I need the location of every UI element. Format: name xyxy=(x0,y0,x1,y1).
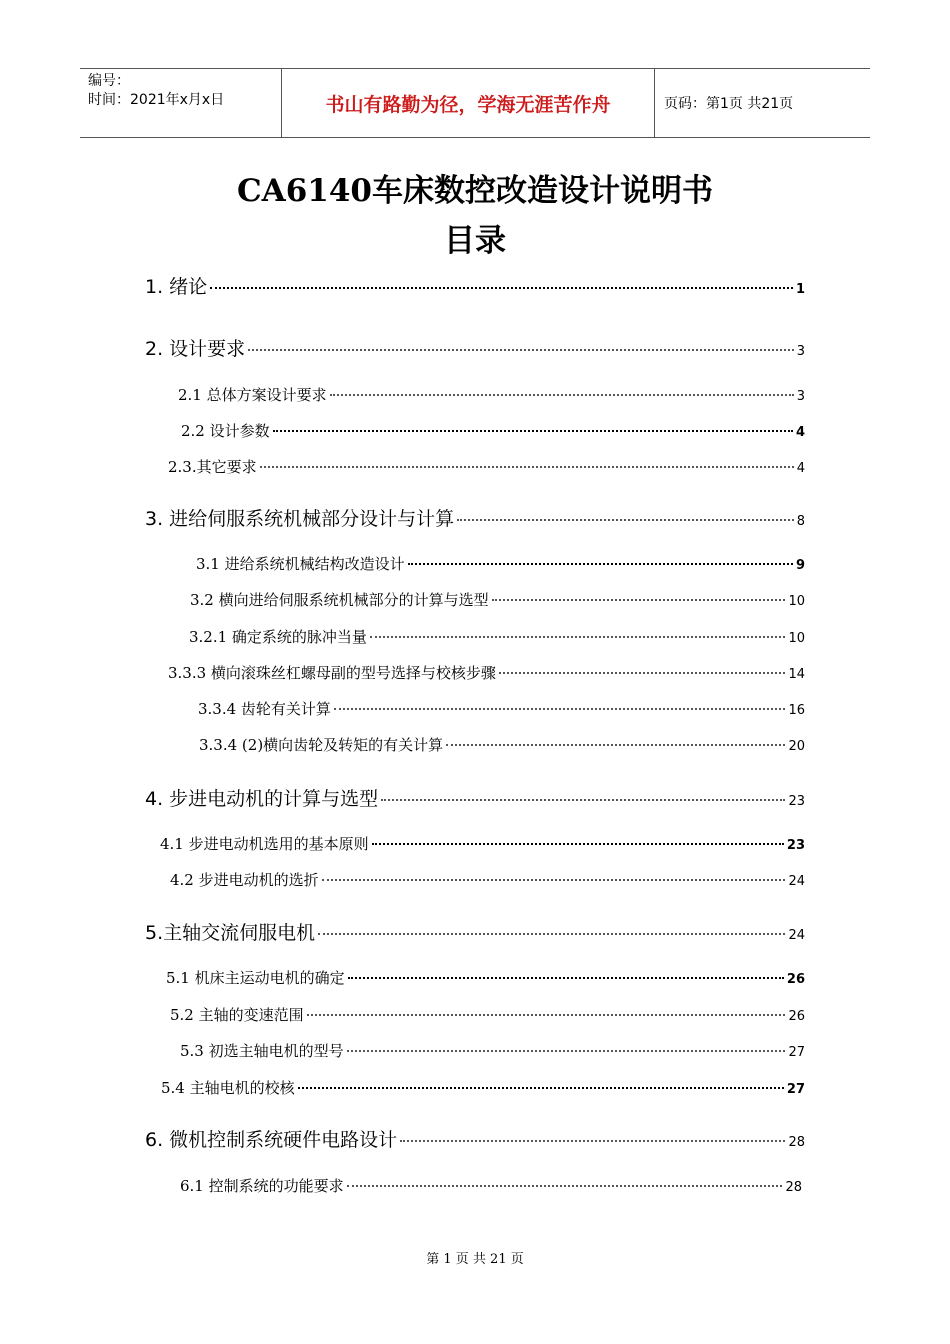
number-label: 编号： xyxy=(88,73,130,89)
toc-entry[interactable] xyxy=(181,420,805,441)
toc-leader xyxy=(348,977,784,979)
toc-entry-page: 24 xyxy=(788,928,805,943)
toc-entry-page: 26 xyxy=(786,972,805,987)
toc-leader xyxy=(273,430,793,432)
page-footer: 第 1 页 共 21 页 xyxy=(426,1252,524,1267)
toc-entry[interactable] xyxy=(168,662,805,683)
toc-leader xyxy=(446,744,785,746)
toc-entry-label: 4. 步进电动机的计算与选型 xyxy=(145,788,379,810)
toc-entry-page: 4 xyxy=(796,461,805,476)
toc-entry[interactable] xyxy=(178,384,805,405)
toc-entry[interactable] xyxy=(145,784,805,811)
toc-entry[interactable] xyxy=(160,833,805,854)
toc-entry-page: 1 xyxy=(795,282,805,297)
header-motto: 书山有路勤为径，学海无涯苦作舟 xyxy=(325,93,611,116)
toc-leader xyxy=(408,563,793,565)
toc-entry-page: 14 xyxy=(788,667,805,682)
toc-entry-label: 3.2 横向进给伺服系统机械部分的计算与选型 xyxy=(190,591,489,609)
toc-leader xyxy=(400,1140,785,1142)
toc-entry-page: 28 xyxy=(785,1180,802,1195)
toc-leader xyxy=(492,599,786,601)
toc-leader xyxy=(260,466,794,468)
toc-entry-page: 8 xyxy=(796,514,805,529)
toc-leader xyxy=(372,843,784,845)
toc-entry-page: 20 xyxy=(788,739,805,754)
toc-entry-page: 3 xyxy=(796,344,805,359)
toc-entry-label: 4.1 步进电动机选用的基本原则 xyxy=(160,835,369,853)
toc-entry-label: 6. 微机控制系统硬件电路设计 xyxy=(145,1129,398,1151)
toc-entry[interactable] xyxy=(161,1077,805,1098)
toc-entry[interactable] xyxy=(145,504,805,531)
toc-entry[interactable] xyxy=(180,1040,805,1061)
header-table xyxy=(80,68,870,138)
toc-leader xyxy=(457,519,794,521)
toc-leader xyxy=(210,287,793,289)
toc-entry-page: 9 xyxy=(795,558,805,573)
header-divider xyxy=(654,69,655,137)
toc-entry-label: 4.2 步进电动机的选折 xyxy=(170,871,319,889)
toc-entry-label: 6.1 控制系统的功能要求 xyxy=(180,1177,344,1195)
toc-entry-page: 10 xyxy=(788,631,805,646)
header-page-info: 页码：第1页 共21页 xyxy=(664,96,794,112)
toc-entry-label: 2.1 总体方案设计要求 xyxy=(178,386,327,404)
toc-entry[interactable] xyxy=(145,272,805,299)
toc-entry[interactable] xyxy=(145,918,805,945)
header-meta xyxy=(88,72,278,110)
toc-entry-page: 3 xyxy=(796,389,805,404)
toc-leader xyxy=(298,1087,784,1089)
toc-entry-page: 26 xyxy=(788,1009,805,1024)
toc-entry-label: 2.3.其它要求 xyxy=(168,458,257,476)
toc-entry-label: 5.2 主轴的变速范围 xyxy=(170,1006,304,1024)
toc-leader xyxy=(330,394,794,396)
toc-entry-label: 5.3 初选主轴电机的型号 xyxy=(180,1042,344,1060)
toc-entry[interactable] xyxy=(168,456,805,477)
toc-entry-label: 5.4 主轴电机的校核 xyxy=(161,1079,295,1097)
toc-entry-label: 3.2.1 确定系统的脉冲当量 xyxy=(189,628,367,646)
toc-entry[interactable] xyxy=(198,698,805,719)
toc-leader xyxy=(322,879,786,881)
toc-entry[interactable] xyxy=(190,589,805,610)
toc-entry[interactable] xyxy=(199,734,805,755)
toc-entry[interactable] xyxy=(166,967,805,988)
toc-entry[interactable] xyxy=(170,869,805,890)
toc-entry-page: 10 xyxy=(788,594,805,609)
toc-entry-label: 3.3.4 齿轮有关计算 xyxy=(198,700,331,718)
toc-entry-page: 28 xyxy=(788,1135,805,1150)
toc-entry[interactable] xyxy=(170,1004,805,1025)
toc-entry[interactable] xyxy=(145,334,805,361)
toc-entry-page: 27 xyxy=(788,1045,805,1060)
toc-entry-label: 3.3.3 横向滚珠丝杠螺母副的型号选择与校核步骤 xyxy=(168,664,496,682)
toc-entry-page: 24 xyxy=(788,874,805,889)
toc-heading: 目录 xyxy=(444,223,506,259)
document-title: CA6140车床数控改造设计说明书 xyxy=(236,173,713,209)
toc-leader xyxy=(334,708,786,710)
toc-entry-label: 2.2 设计参数 xyxy=(181,422,270,440)
time-label: 时间：2021年x月x日 xyxy=(88,92,225,108)
toc-entry-page: 23 xyxy=(788,794,805,809)
toc-entry-label: 3.3.4 (2)横向齿轮及转矩的有关计算 xyxy=(199,736,444,754)
toc-entry-label: 3. 进给伺服系统机械部分设计与计算 xyxy=(145,508,455,530)
toc-leader xyxy=(381,799,785,801)
toc-entry-page: 4 xyxy=(795,425,805,440)
toc-leader xyxy=(370,636,786,638)
toc-leader xyxy=(347,1185,783,1187)
toc-entry-page: 23 xyxy=(786,838,805,853)
toc-entry-page: 16 xyxy=(788,703,805,718)
toc-entry-page: 27 xyxy=(786,1082,805,1097)
toc-entry-label: 3.1 进给系统机械结构改造设计 xyxy=(196,555,405,573)
toc-entry[interactable] xyxy=(180,1175,802,1196)
toc-entry[interactable] xyxy=(189,626,805,647)
toc-entry-label: 5.1 机床主运动电机的确定 xyxy=(166,969,345,987)
toc-entry-label: 1. 绪论 xyxy=(145,276,208,298)
toc-leader xyxy=(318,933,785,935)
toc-entry-label: 2. 设计要求 xyxy=(145,338,246,360)
toc-leader xyxy=(248,349,794,351)
toc-leader xyxy=(307,1014,786,1016)
toc-entry[interactable] xyxy=(196,553,805,574)
toc-leader xyxy=(499,672,786,674)
toc-entry[interactable] xyxy=(145,1125,805,1152)
toc-leader xyxy=(347,1050,786,1052)
toc-entry-label: 5.主轴交流伺服电机 xyxy=(145,922,316,944)
